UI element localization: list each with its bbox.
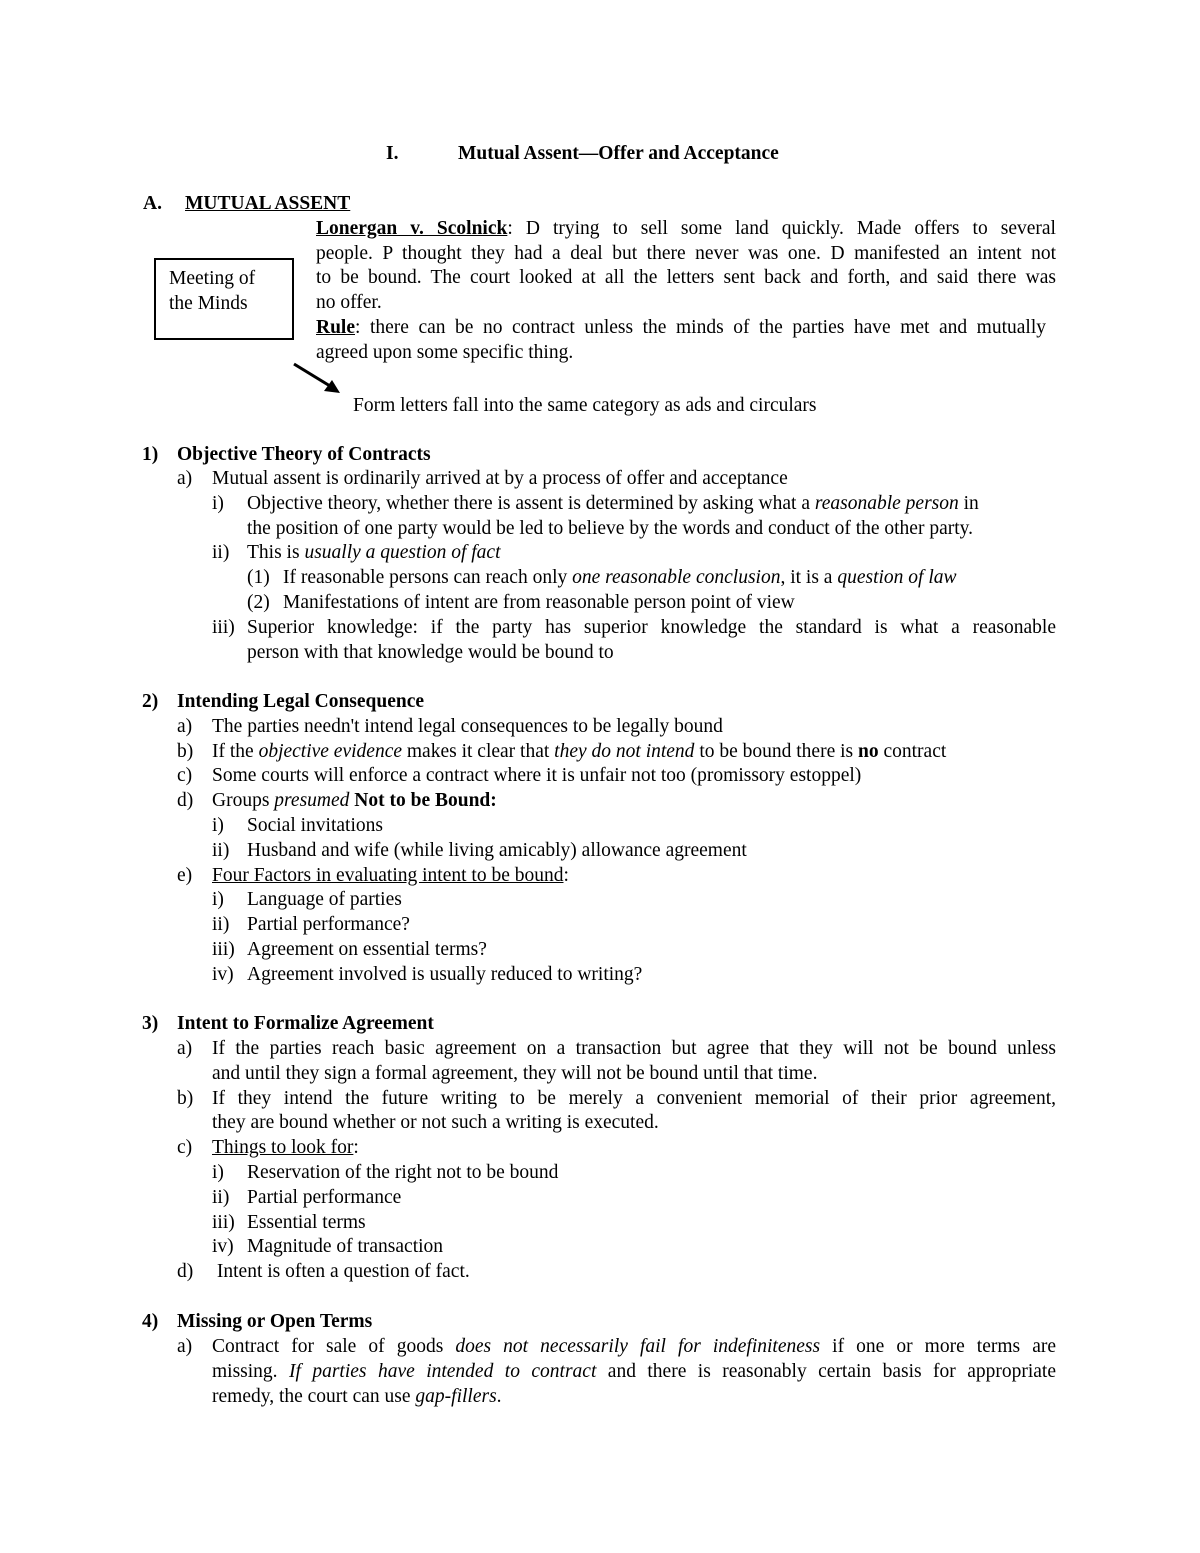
s1-p2-text: Manifestations of intent are from reasonable person point of view: [283, 592, 795, 613]
section-a-title: MUTUAL ASSENT: [185, 193, 351, 214]
s2-c-marker: c): [177, 765, 193, 786]
s2-e-text: Four Factors in evaluating intent to be bound:: [212, 865, 569, 886]
s4-title: Missing or Open Terms: [177, 1311, 373, 1332]
s4-a-line-3: remedy, the court can use gap-fillers.: [212, 1386, 502, 1407]
rule-line-1: Rule: there can be no contract unless the minds of the parties have met and mutually: [316, 317, 1046, 338]
form-letters-note: Form letters fall into the same category as ads and circulars: [353, 395, 817, 416]
s1-a-marker: a): [177, 468, 193, 489]
s2-number: 2): [142, 691, 159, 712]
s2-eiv-text: Agreement involved is usually reduced to writing?: [247, 964, 643, 985]
case-name: Lonergan v. Scolnick: [316, 218, 508, 239]
s2-b-marker: b): [177, 741, 194, 762]
s2-d-text: Groups presumed Not to be Bound:: [212, 790, 497, 811]
s1-number: 1): [142, 444, 159, 465]
case-line-3: to be bound. The court looked at all the letters sent back and forth, and said there was: [316, 267, 1056, 288]
page-title: Mutual Assent—Offer and Acceptance: [458, 143, 779, 164]
heading-number: I.: [386, 143, 399, 164]
s1-title: Objective Theory of Contracts: [177, 444, 431, 465]
s4-a-marker: a): [177, 1336, 193, 1357]
s2-a-text: The parties needn't intend legal consequences to be legally bound: [212, 716, 723, 737]
rule-line-2: agreed upon some specific thing.: [316, 342, 574, 363]
s2-eiii-marker: iii): [212, 939, 235, 960]
case-line-4: no offer.: [316, 292, 382, 313]
s3-b-line-2: they are bound whether or not such a writing is executed.: [212, 1112, 659, 1133]
s3-ci-marker: i): [212, 1162, 224, 1183]
s1-a-text: Mutual assent is ordinarily arrived at by a process of offer and acceptance: [212, 468, 788, 489]
s1-iii-line-1: Superior knowledge: if the party has superior knowledge the standard is what a reasonable: [247, 617, 1056, 638]
s2-d-marker: d): [177, 790, 194, 811]
s3-b-line-1: If they intend the future writing to be merely a convenient memorial of their prior agreement,: [212, 1088, 1056, 1109]
s3-c-text: Things to look for:: [212, 1137, 359, 1158]
s1-i-line-2: the position of one party would be led to believe by the words and conduct of the other party.: [247, 518, 974, 539]
s2-dii-text: Husband and wife (while living amicably) allowance agreement: [247, 840, 747, 861]
s1-p2-marker: (2): [247, 592, 270, 613]
s2-di-text: Social invitations: [247, 815, 383, 836]
s2-a-marker: a): [177, 716, 193, 737]
s1-p1-text: If reasonable persons can reach only one reasonable conclusion, it is a question of law: [283, 567, 957, 588]
s2-b-text: If the objective evidence makes it clear that they do not intend to be bound there is no contract: [212, 741, 947, 762]
s2-ei-marker: i): [212, 889, 224, 910]
s3-civ-text: Magnitude of transaction: [247, 1236, 444, 1257]
s2-eiv-marker: iv): [212, 964, 234, 985]
s3-ci-text: Reservation of the right not to be bound: [247, 1162, 559, 1183]
section-a-label: A.: [143, 193, 162, 214]
box-line-1: Meeting of: [169, 268, 256, 289]
s1-ii-marker: ii): [212, 542, 230, 563]
s1-i-marker: i): [212, 493, 224, 514]
s1-iii-line-2: person with that knowledge would be bound to: [247, 642, 614, 663]
s2-e-marker: e): [177, 865, 193, 886]
s3-title: Intent to Formalize Agreement: [177, 1013, 434, 1034]
s1-i-line-1: Objective theory, whether there is assent is determined by asking what a reasonable person in: [247, 493, 979, 514]
s3-d-marker: d): [177, 1261, 194, 1282]
s1-iii-marker: iii): [212, 617, 235, 638]
s3-a-marker: a): [177, 1038, 193, 1059]
s2-ei-text: Language of parties: [247, 889, 402, 910]
s2-eii-marker: ii): [212, 914, 230, 935]
s3-c-marker: c): [177, 1137, 193, 1158]
arrow-icon: [290, 360, 346, 400]
meeting-of-minds-box: [154, 258, 294, 340]
rule-label: Rule: [316, 317, 355, 338]
s3-b-marker: b): [177, 1088, 194, 1109]
s3-d-text: Intent is often a question of fact.: [212, 1261, 470, 1282]
s3-number: 3): [142, 1013, 159, 1034]
s2-c-text: Some courts will enforce a contract where it is unfair not too (promissory estoppel): [212, 765, 862, 786]
s4-a-line-2: missing. If parties have intended to contract and there is reasonably certain basis for appropriate: [212, 1361, 1056, 1382]
s3-ciii-text: Essential terms: [247, 1212, 366, 1233]
s1-ii-text: This is usually a question of fact: [247, 542, 501, 563]
s3-ciii-marker: iii): [212, 1212, 235, 1233]
s2-di-marker: i): [212, 815, 224, 836]
s3-civ-marker: iv): [212, 1236, 234, 1257]
s3-cii-marker: ii): [212, 1187, 230, 1208]
case-line-2: people. P thought they had a deal but there never was one. D manifested an intent not: [316, 243, 1056, 264]
s2-dii-marker: ii): [212, 840, 230, 861]
s4-a-line-1: Contract for sale of goods does not necessarily fail for indefiniteness if one or more terms are: [212, 1336, 1056, 1357]
s2-title: Intending Legal Consequence: [177, 691, 425, 712]
s2-eiii-text: Agreement on essential terms?: [247, 939, 487, 960]
s2-eii-text: Partial performance?: [247, 914, 410, 935]
s3-a-line-2: and until they sign a formal agreement, they will not be bound until that time.: [212, 1063, 818, 1084]
s4-number: 4): [142, 1311, 159, 1332]
case-line-1: Lonergan v. Scolnick: D trying to sell some land quickly. Made offers to several: [316, 218, 1056, 239]
s3-cii-text: Partial performance: [247, 1187, 402, 1208]
s1-p1-marker: (1): [247, 567, 270, 588]
box-line-2: the Minds: [169, 293, 248, 314]
s3-a-line-1: If the parties reach basic agreement on a transaction but agree that they will not be bound unless: [212, 1038, 1056, 1059]
